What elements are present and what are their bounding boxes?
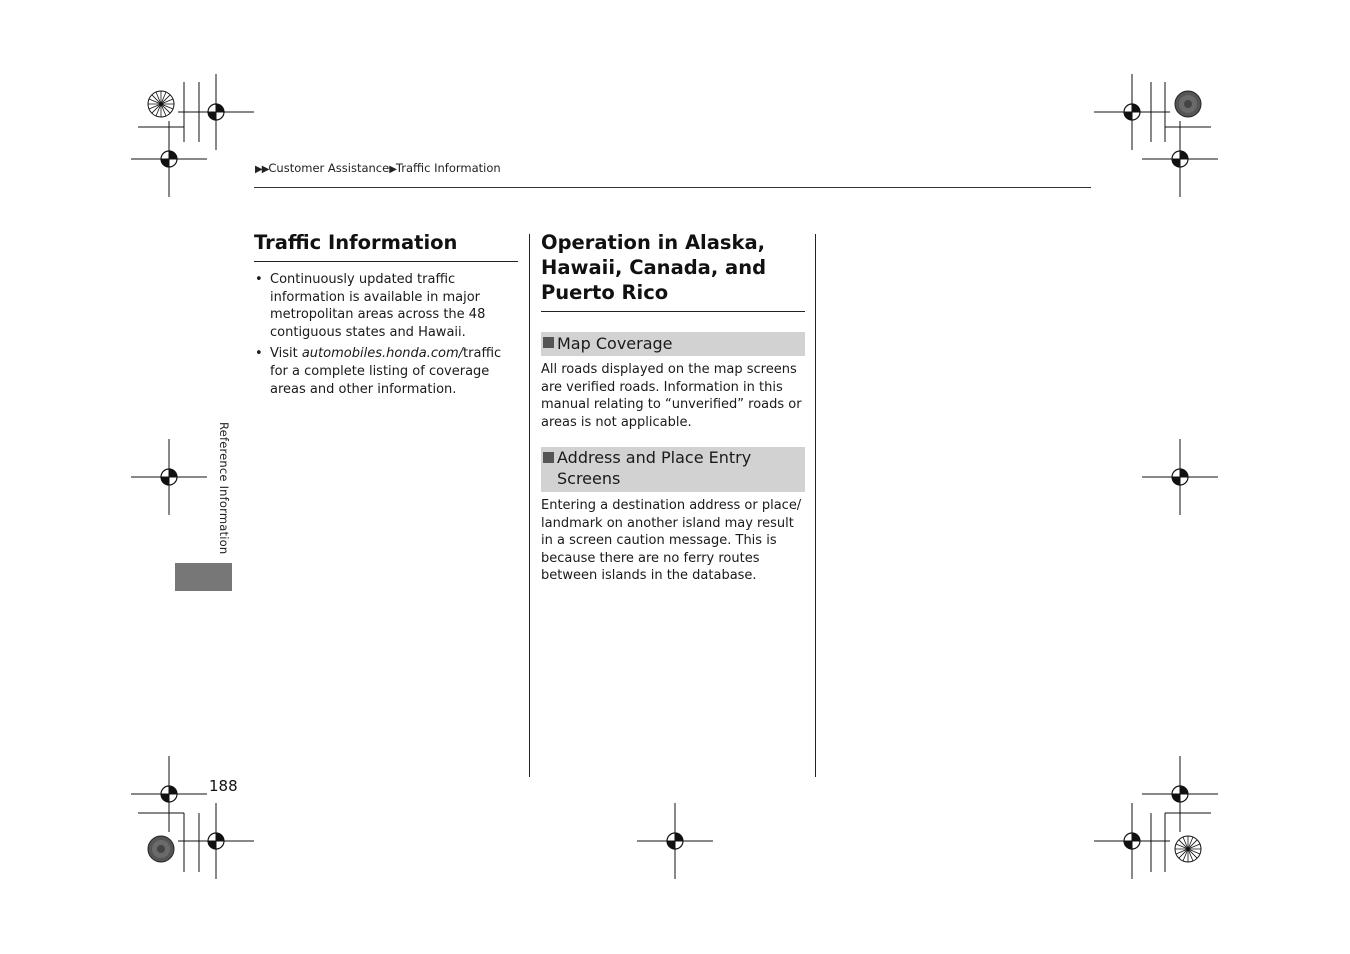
map-coverage-body: All roads displayed on the map screens are verified roads. Information in this manual relating to “unverified” roads or areas is not applicable. [541,362,802,430]
operation-title: Operation in Alaska, Hawaii, Canada, and Puerto Rico [541,231,767,304]
registration-mark [1142,439,1218,515]
address-entry-body: Entering a destination address or place/ landmark on another island may result in a screen caution message. This is because there are no ferry routes between islands in the database. [541,498,802,584]
address-entry-heading-text: Address and Place Entry Screens [557,448,752,488]
registration-mark [178,74,254,150]
registration-mark [1094,803,1170,879]
registration-mark [131,756,207,832]
registration-mark [178,803,254,879]
breadcrumb-page: Traffic Information [395,161,501,175]
registration-mark [131,439,207,515]
bullet-suffix: traffic for a complete listing of coverage areas and other information. [270,346,502,397]
registration-mark [1142,756,1218,832]
page-number: 188 [209,777,238,795]
registration-dark-mark [1175,91,1201,117]
breadcrumb-section[interactable]: Customer Assistance [268,161,390,175]
registration-mark [131,121,207,197]
bullet-prefix: Visit [270,346,302,362]
registration-star-mark [1175,836,1201,862]
breadcrumb-separator: ▶ [389,164,396,175]
registration-star-mark [148,91,174,117]
registration-mark [637,803,713,879]
honda-website-link[interactable]: automobiles.honda.com/ [301,346,464,362]
bullet-text: Continuously updated traffic information is available in major metropolitan areas across the 48 contiguous states and Hawaii. [270,272,486,340]
registration-dark-mark [148,836,174,862]
traffic-information-title: Traffic Information [254,231,458,254]
registration-mark [1094,74,1170,150]
map-coverage-heading-text: Map Coverage [557,334,673,353]
side-tab-label: Reference Information [217,422,231,555]
breadcrumb-arrows: ▶▶ [255,164,269,175]
registration-mark [1142,121,1218,197]
